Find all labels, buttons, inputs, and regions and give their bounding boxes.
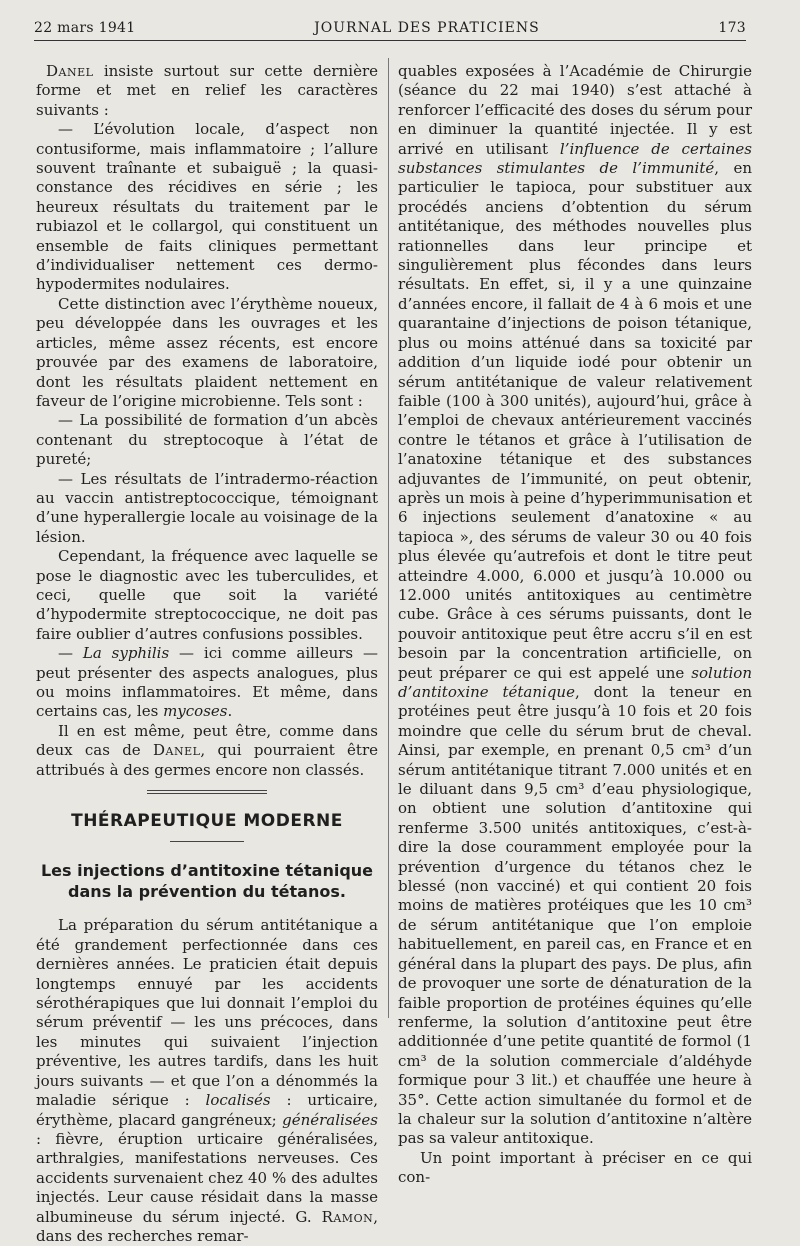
left-column	[36, 62, 378, 1246]
italic-text: généralisées	[282, 1110, 378, 1129]
text: La préparation du sérum antitétanique a été grandement perfectionnée dans ces dernières années. Le praticien était depuis longtemps ennuyé par les accidents sérothérapiques que lui donnait l’emploi du sérum préventif — les uns précoces, dans les minutes qui suivaient l’injection préventive, les autres tardifs, dans les huit jours suivants — et que l’on a dénommés la maladie sérique :	[36, 916, 378, 1110]
italic-text: solution d’antitoxine tétanique	[398, 663, 752, 701]
title-rule	[170, 841, 244, 842]
paragraph	[398, 62, 752, 1149]
paragraph	[36, 62, 378, 120]
italic-text: localisés	[205, 1091, 271, 1110]
text: : urticaire, érythème, placard gangréneux;	[36, 1091, 379, 1129]
italic-text: l’influence de certaines substances stimulantes de l’immunité	[398, 139, 752, 178]
italic-text: La syphilis	[82, 644, 170, 663]
journal-title: JOURNAL DES PRATICIENS	[314, 20, 540, 36]
paragraph: Cette distinction avec l’érythème noueux, peu développée dans les ouvrages et les articles, même assez récents, est encore prouvée par des examens de laboratoire, dont les résultats plaident nettement en faveur de l’origine microbienne. Tels sont :	[36, 294, 378, 410]
text: : fièvre, éruption urticaire généralisées, arthralgies, manifestations nerveuses. Ces accidents survenaient chez 40 % des adultes injectés. Leur cause résidait dans la masse albumineuse du sérum injecté. G.	[36, 1129, 378, 1226]
paragraph: — La possibilité de formation d’un abcès contenant du streptocoque à l’état de pureté;	[36, 411, 378, 469]
double-rule	[147, 790, 267, 794]
page-number: 173	[718, 20, 746, 36]
paragraph: — L’évolution locale, d’aspect non contusiforme, mais inflammatoire ; l’allure souvent traînante et subaiguë ; la quasi-constance des récidives en série ; les heureux résultats du traitement par le rubiazol et le collargol, qui constituent un ensemble de faits cliniques permettant d’individualiser nettement ces dermo-hypodermites nodulaires.	[36, 120, 378, 294]
article-title: Les injections d’antitoxine tétanique dans la prévention du tétanos.	[40, 861, 374, 902]
author-name: Danel	[152, 741, 201, 760]
text: —	[58, 644, 83, 663]
section-title: THÉRAPEUTIQUE MODERNE	[71, 811, 343, 832]
paragraph: Cependant, la fréquence avec laquelle se pose le diagnostic avec les tuberculides, et ceci, quelle que soit la variété d’hypodermite streptococcique, ne doit pas faire oublier d’autres confusions possibles.	[36, 547, 378, 643]
page-header	[34, 20, 746, 41]
paragraph	[36, 722, 378, 780]
text: insiste surtout sur cette dernière forme et met en relief les caractères suivants :	[36, 62, 378, 119]
paragraph: — Les résultats de l’intradermo-réaction au vaccin antistreptococcique, témoignant d’une hyperallergie locale au voisinage de la lésion.	[36, 469, 378, 546]
column-divider	[388, 58, 389, 1018]
text: .	[227, 702, 233, 721]
author-name: Danel	[46, 62, 94, 80]
paragraph: Un point important à préciser en ce qui con-	[398, 1148, 752, 1187]
issue-date: 22 mars 1941	[34, 20, 136, 36]
paragraph	[36, 916, 378, 1246]
paragraph	[36, 644, 378, 722]
author-name: Ramon	[321, 1207, 374, 1226]
right-column	[398, 62, 752, 1188]
text: , dont la teneur en protéines peut être jusqu’à 10 fois et 20 fois moindre que celle du sérum brut de cheval. Ainsi, par exemple, en prenant 0,5 cm³ d’un sérum antitétanique titrant 7.000 unités et en le diluant dans 9,5 cm³ d’eau physiologique, on obtient une solution d’antitoxine qui renferme 3.500 unités antitoxiques, c’est-à-dire la dose couramment employée pour la prévention d’urgence du tétanos chez le blessé (non vacciné) et qui contient 20 fois moins de matières protéiques que les 10 cm³ de sérum antitétanique que l’on emploie habituellement, en pareil cas, en France et en général dans la plupart des pays. De plus, afin de provoquer une sorte de dénaturation de la faible proportion de protéines équines qu’elle renferme, la solution d’antitoxine peut être additionnée d’une petite quantité de formol (1 cm³ de la solution commerciale d’aldéhyde formique pour 3 lit.) et chauffée une heure à 35°. Cette action simultanée du formol et de la chaleur sur la solution d’antitoxine n’altère pas sa valeur antitoxique.	[398, 683, 752, 1148]
italic-text: mycoses	[163, 702, 228, 721]
text: — ici comme ailleurs — peut présenter des aspects analogues, plus ou moins inflammatoires. Et même, dans certains cas, les	[36, 644, 378, 721]
text: , en particulier le tapioca, pour substituer aux procédés anciens d’obtention du sérum antitétanique, des méthodes nouvelles plus rationnelles dans leur principe et singulièrement plus fécondes dans leurs résultats. En effet, si, il y a une quinzaine d’années encore, il fallait de 4 à 6 mois et une quarantaine d’injections de poison tétanique, plus ou moins atténué dans sa toxicité par addition d’un liquide iodé pour obtenir un sérum antitétanique de valeur relativement faible (100 à 300 unités), aujourd’hui, grâce à l’emploi de chevaux antérieurement vaccinés contre le tétanos et grâce à l’utilisation de l’anatoxine tétanique et des substances adjuvantes de l’immunité, on peut obtenir, après un mois à peine d’hyperimmunisation et 6 injections seulement d’anatoxine « au tapioca », des sérums de valeur 30 ou 40 fois plus élevée qu’autrefois et dont le titre peut atteindre 4.000, 6.000 et jusqu’à 10.000 ou 12.000 unités antitoxiques au centimètre cube. Grâce à ces sérums puissants, dont le pouvoir antitoxique peut être accru s’il en est besoin par la concentration artificielle, on peut préparer ce qui est appelé une	[398, 159, 752, 682]
text: , qui pourraient être attribués à des germes encore non classés.	[36, 741, 378, 779]
text: quables exposées à l’Académie de Chirurgie (séance du 22 mai 1940) s’est attaché à renforcer l’efficacité des doses du sérum pour en diminuer la quantité injectée. Il y est arrivé en utilisant	[398, 62, 752, 158]
text: , dans des recherches remar-	[36, 1207, 378, 1245]
text: Il en est même, peut être, comme dans deux cas de	[36, 721, 378, 760]
